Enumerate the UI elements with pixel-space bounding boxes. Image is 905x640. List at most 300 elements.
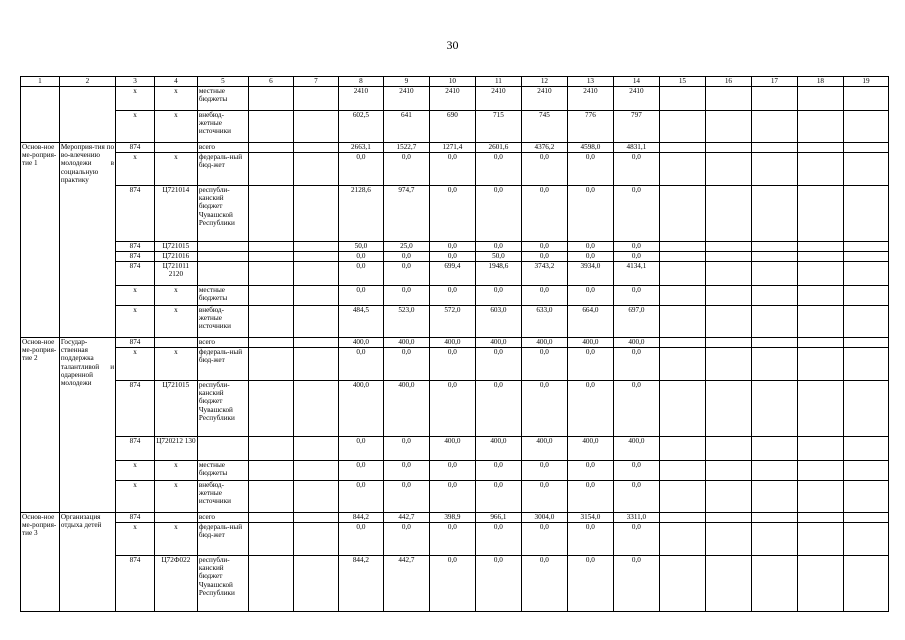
empty-cell bbox=[843, 481, 888, 513]
funding-source-cell: внебюд-жетные источники bbox=[197, 306, 248, 338]
value-cell: 0,0 bbox=[475, 461, 521, 481]
value-cell: 3154,0 bbox=[567, 513, 613, 523]
empty-cell bbox=[248, 186, 293, 242]
value-cell: 844,2 bbox=[338, 513, 383, 523]
header-cell: 2 bbox=[59, 77, 115, 87]
value-cell: 603,0 bbox=[475, 306, 521, 338]
empty-cell bbox=[248, 523, 293, 556]
empty-cell bbox=[843, 111, 888, 143]
value-cell: 0,0 bbox=[521, 242, 567, 252]
value-cell: 0,0 bbox=[521, 153, 567, 186]
empty-cell bbox=[248, 437, 293, 461]
grbs-code-cell: 874 bbox=[116, 381, 155, 437]
value-cell: 0,0 bbox=[429, 461, 475, 481]
grbs-code-cell: 874 bbox=[116, 186, 155, 242]
value-cell: 0,0 bbox=[475, 348, 521, 381]
funding-source-cell: всего bbox=[197, 143, 248, 153]
value-cell: 745 bbox=[521, 111, 567, 143]
empty-cell bbox=[751, 481, 797, 513]
value-cell: 0,0 bbox=[567, 153, 613, 186]
empty-cell bbox=[659, 286, 705, 306]
empty-cell bbox=[659, 153, 705, 186]
value-cell: 699,4 bbox=[429, 262, 475, 286]
grbs-code-cell: x bbox=[116, 306, 155, 338]
empty-cell bbox=[293, 348, 338, 381]
empty-cell bbox=[751, 523, 797, 556]
value-cell: 797 bbox=[613, 111, 659, 143]
empty-cell bbox=[659, 252, 705, 262]
value-cell: 2410 bbox=[475, 87, 521, 111]
value-cell: 1522,7 bbox=[383, 143, 429, 153]
budget-code-cell: x bbox=[154, 111, 197, 143]
value-cell: 974,7 bbox=[383, 186, 429, 242]
budget-code-cell: Ц72Ф022 bbox=[154, 556, 197, 612]
empty-cell bbox=[797, 87, 843, 111]
empty-cell bbox=[843, 153, 888, 186]
table-row bbox=[21, 87, 889, 111]
empty-cell bbox=[705, 437, 751, 461]
empty-cell bbox=[293, 461, 338, 481]
budget-code-cell: Ц721016 bbox=[154, 252, 197, 262]
value-cell: 4134,1 bbox=[613, 262, 659, 286]
value-cell: 400,0 bbox=[475, 338, 521, 348]
empty-cell bbox=[843, 461, 888, 481]
event-name-cell: Основ-ное ме-роприя-тие 3 bbox=[21, 513, 60, 612]
value-cell: 0,0 bbox=[383, 153, 429, 186]
empty-cell bbox=[248, 87, 293, 111]
value-cell: 0,0 bbox=[613, 556, 659, 612]
value-cell: 0,0 bbox=[429, 153, 475, 186]
empty-cell bbox=[751, 348, 797, 381]
empty-cell bbox=[797, 513, 843, 523]
table-row bbox=[21, 348, 889, 381]
empty-cell bbox=[797, 252, 843, 262]
empty-cell bbox=[797, 153, 843, 186]
header-cell: 7 bbox=[293, 77, 338, 87]
value-cell: 4376,2 bbox=[521, 143, 567, 153]
table-row bbox=[21, 338, 889, 348]
value-cell: 50,0 bbox=[338, 242, 383, 252]
grbs-code-cell: 874 bbox=[116, 437, 155, 461]
value-cell: 0,0 bbox=[567, 286, 613, 306]
empty-cell bbox=[248, 348, 293, 381]
value-cell: 2410 bbox=[338, 87, 383, 111]
funding-source-cell: всего bbox=[197, 513, 248, 523]
value-cell: 400,0 bbox=[567, 338, 613, 348]
empty-cell bbox=[751, 242, 797, 252]
value-cell: 0,0 bbox=[521, 556, 567, 612]
budget-code-cell bbox=[154, 338, 197, 348]
empty-cell bbox=[751, 286, 797, 306]
table-row bbox=[21, 481, 889, 513]
header-cell: 8 bbox=[338, 77, 383, 87]
value-cell: 0,0 bbox=[521, 348, 567, 381]
value-cell: 0,0 bbox=[521, 286, 567, 306]
empty-cell bbox=[797, 111, 843, 143]
empty-cell bbox=[293, 87, 338, 111]
budget-table bbox=[20, 76, 889, 612]
empty-cell bbox=[843, 513, 888, 523]
grbs-code-cell: 874 bbox=[116, 143, 155, 153]
empty-cell bbox=[248, 111, 293, 143]
header-cell: 16 bbox=[705, 77, 751, 87]
empty-cell bbox=[751, 556, 797, 612]
budget-code-cell: Ц720212 130 bbox=[154, 437, 197, 461]
value-cell: 966,1 bbox=[475, 513, 521, 523]
empty-cell bbox=[797, 262, 843, 286]
value-cell: 400,0 bbox=[429, 437, 475, 461]
event-description-cell: Организация отдыха детей bbox=[59, 513, 115, 612]
funding-source-cell: внебюд-жетные источники bbox=[197, 481, 248, 513]
empty-cell bbox=[705, 111, 751, 143]
empty-cell bbox=[248, 143, 293, 153]
value-cell: 0,0 bbox=[475, 523, 521, 556]
value-cell: 0,0 bbox=[429, 286, 475, 306]
value-cell: 0,0 bbox=[613, 242, 659, 252]
funding-source-cell: местные бюджеты bbox=[197, 87, 248, 111]
value-cell: 400,0 bbox=[521, 338, 567, 348]
table-row bbox=[21, 286, 889, 306]
empty-cell bbox=[705, 87, 751, 111]
value-cell: 3934,0 bbox=[567, 262, 613, 286]
empty-cell bbox=[248, 153, 293, 186]
empty-cell bbox=[751, 87, 797, 111]
empty-cell bbox=[659, 87, 705, 111]
value-cell: 664,0 bbox=[567, 306, 613, 338]
table-row bbox=[21, 437, 889, 461]
empty-cell bbox=[705, 523, 751, 556]
header-cell: 17 bbox=[751, 77, 797, 87]
budget-code-cell: Ц721014 bbox=[154, 186, 197, 242]
empty-cell bbox=[248, 286, 293, 306]
table-row bbox=[21, 153, 889, 186]
event-description-cell bbox=[59, 87, 115, 143]
budget-code-cell: x bbox=[154, 87, 197, 111]
value-cell: 1271,4 bbox=[429, 143, 475, 153]
header-cell: 4 bbox=[154, 77, 197, 87]
value-cell: 0,0 bbox=[475, 153, 521, 186]
funding-source-cell bbox=[197, 252, 248, 262]
empty-cell bbox=[293, 252, 338, 262]
empty-cell bbox=[293, 186, 338, 242]
empty-cell bbox=[293, 437, 338, 461]
header-cell: 9 bbox=[383, 77, 429, 87]
empty-cell bbox=[843, 348, 888, 381]
value-cell: 4831,1 bbox=[613, 143, 659, 153]
empty-cell bbox=[797, 523, 843, 556]
empty-cell bbox=[843, 286, 888, 306]
empty-cell bbox=[797, 186, 843, 242]
table-row bbox=[21, 513, 889, 523]
value-cell: 1948,6 bbox=[475, 262, 521, 286]
funding-source-cell: внебюд-жетные источники bbox=[197, 111, 248, 143]
value-cell: 0,0 bbox=[383, 481, 429, 513]
value-cell: 0,0 bbox=[338, 481, 383, 513]
value-cell: 3743,2 bbox=[521, 262, 567, 286]
empty-cell bbox=[659, 186, 705, 242]
empty-cell bbox=[659, 338, 705, 348]
value-cell: 0,0 bbox=[613, 523, 659, 556]
grbs-code-cell: 874 bbox=[116, 262, 155, 286]
value-cell: 0,0 bbox=[613, 286, 659, 306]
value-cell: 25,0 bbox=[383, 242, 429, 252]
empty-cell bbox=[659, 306, 705, 338]
header-cell: 14 bbox=[613, 77, 659, 87]
table-row bbox=[21, 242, 889, 252]
empty-cell bbox=[705, 252, 751, 262]
grbs-code-cell: 874 bbox=[116, 338, 155, 348]
value-cell: 0,0 bbox=[338, 461, 383, 481]
funding-source-cell bbox=[197, 437, 248, 461]
empty-cell bbox=[659, 461, 705, 481]
header-cell: 19 bbox=[843, 77, 888, 87]
header-row bbox=[21, 77, 889, 87]
header-cell: 18 bbox=[797, 77, 843, 87]
value-cell: 0,0 bbox=[429, 556, 475, 612]
value-cell: 0,0 bbox=[475, 556, 521, 612]
value-cell: 0,0 bbox=[567, 252, 613, 262]
empty-cell bbox=[843, 186, 888, 242]
funding-source-cell: местные бюджеты bbox=[197, 461, 248, 481]
value-cell: 641 bbox=[383, 111, 429, 143]
value-cell: 572,0 bbox=[429, 306, 475, 338]
empty-cell bbox=[659, 437, 705, 461]
table-row bbox=[21, 262, 889, 286]
empty-cell bbox=[751, 338, 797, 348]
value-cell: 3004,0 bbox=[521, 513, 567, 523]
value-cell: 0,0 bbox=[429, 252, 475, 262]
value-cell: 400,0 bbox=[383, 381, 429, 437]
header-cell: 1 bbox=[21, 77, 60, 87]
empty-cell bbox=[843, 523, 888, 556]
header-cell: 15 bbox=[659, 77, 705, 87]
empty-cell bbox=[293, 143, 338, 153]
budget-code-cell: x bbox=[154, 348, 197, 381]
empty-cell bbox=[659, 381, 705, 437]
grbs-code-cell: x bbox=[116, 348, 155, 381]
value-cell: 0,0 bbox=[521, 381, 567, 437]
value-cell: 0,0 bbox=[475, 242, 521, 252]
empty-cell bbox=[751, 252, 797, 262]
event-description-cell: Государ-ственная поддержка талантливой и одаренной молодежи bbox=[59, 338, 115, 513]
value-cell: 0,0 bbox=[567, 461, 613, 481]
value-cell: 0,0 bbox=[567, 186, 613, 242]
value-cell: 400,0 bbox=[567, 437, 613, 461]
empty-cell bbox=[659, 242, 705, 252]
funding-source-cell: федераль-ный бюд-жет bbox=[197, 523, 248, 556]
value-cell: 844,2 bbox=[338, 556, 383, 612]
empty-cell bbox=[797, 437, 843, 461]
empty-cell bbox=[293, 481, 338, 513]
header-cell: 11 bbox=[475, 77, 521, 87]
value-cell: 0,0 bbox=[429, 348, 475, 381]
empty-cell bbox=[293, 338, 338, 348]
empty-cell bbox=[293, 153, 338, 186]
empty-cell bbox=[751, 461, 797, 481]
grbs-code-cell: 874 bbox=[116, 513, 155, 523]
empty-cell bbox=[659, 513, 705, 523]
funding-source-cell: федераль-ный бюд-жет bbox=[197, 348, 248, 381]
empty-cell bbox=[751, 111, 797, 143]
empty-cell bbox=[248, 262, 293, 286]
empty-cell bbox=[248, 306, 293, 338]
value-cell: 697,0 bbox=[613, 306, 659, 338]
empty-cell bbox=[751, 262, 797, 286]
value-cell: 0,0 bbox=[338, 523, 383, 556]
empty-cell bbox=[751, 143, 797, 153]
value-cell: 0,0 bbox=[613, 252, 659, 262]
budget-code-cell: Ц721015 bbox=[154, 242, 197, 252]
budget-code-cell: Ц721015 bbox=[154, 381, 197, 437]
value-cell: 3311,0 bbox=[613, 513, 659, 523]
table-row bbox=[21, 306, 889, 338]
value-cell: 602,5 bbox=[338, 111, 383, 143]
empty-cell bbox=[248, 481, 293, 513]
funding-source-cell: местные бюджеты bbox=[197, 286, 248, 306]
value-cell: 690 bbox=[429, 111, 475, 143]
budget-code-cell: x bbox=[154, 286, 197, 306]
funding-source-cell: республи-канский бюджет Чувашской Республики bbox=[197, 556, 248, 612]
value-cell: 0,0 bbox=[338, 153, 383, 186]
empty-cell bbox=[751, 437, 797, 461]
empty-cell bbox=[797, 348, 843, 381]
empty-cell bbox=[248, 252, 293, 262]
value-cell: 2410 bbox=[567, 87, 613, 111]
empty-cell bbox=[293, 262, 338, 286]
value-cell: 50,0 bbox=[475, 252, 521, 262]
empty-cell bbox=[293, 381, 338, 437]
header-cell: 12 bbox=[521, 77, 567, 87]
empty-cell bbox=[797, 143, 843, 153]
empty-cell bbox=[705, 461, 751, 481]
empty-cell bbox=[705, 186, 751, 242]
event-name-cell bbox=[21, 87, 60, 143]
value-cell: 400,0 bbox=[613, 338, 659, 348]
value-cell: 0,0 bbox=[338, 252, 383, 262]
empty-cell bbox=[659, 348, 705, 381]
header-cell: 6 bbox=[248, 77, 293, 87]
empty-cell bbox=[843, 556, 888, 612]
empty-cell bbox=[293, 556, 338, 612]
empty-cell bbox=[705, 381, 751, 437]
value-cell: 2410 bbox=[613, 87, 659, 111]
empty-cell bbox=[248, 513, 293, 523]
budget-code-cell bbox=[154, 513, 197, 523]
page-number: 30 bbox=[446, 38, 459, 52]
value-cell: 0,0 bbox=[383, 437, 429, 461]
empty-cell bbox=[843, 252, 888, 262]
empty-cell bbox=[705, 481, 751, 513]
value-cell: 2663,1 bbox=[338, 143, 383, 153]
table-row bbox=[21, 186, 889, 242]
value-cell: 523,0 bbox=[383, 306, 429, 338]
empty-cell bbox=[843, 242, 888, 252]
empty-cell bbox=[705, 242, 751, 252]
grbs-code-cell: x bbox=[116, 481, 155, 513]
table-row bbox=[21, 461, 889, 481]
budget-code-cell: x bbox=[154, 523, 197, 556]
empty-cell bbox=[705, 348, 751, 381]
empty-cell bbox=[248, 461, 293, 481]
value-cell: 0,0 bbox=[613, 153, 659, 186]
empty-cell bbox=[797, 556, 843, 612]
grbs-code-cell: x bbox=[116, 523, 155, 556]
grbs-code-cell: x bbox=[116, 87, 155, 111]
value-cell: 400,0 bbox=[521, 437, 567, 461]
table-row bbox=[21, 143, 889, 153]
value-cell: 0,0 bbox=[429, 481, 475, 513]
empty-cell bbox=[659, 481, 705, 513]
empty-cell bbox=[751, 513, 797, 523]
value-cell: 398,9 bbox=[429, 513, 475, 523]
value-cell: 0,0 bbox=[521, 252, 567, 262]
value-cell: 2601,6 bbox=[475, 143, 521, 153]
value-cell: 633,0 bbox=[521, 306, 567, 338]
empty-cell bbox=[248, 338, 293, 348]
value-cell: 0,0 bbox=[521, 461, 567, 481]
empty-cell bbox=[248, 381, 293, 437]
value-cell: 0,0 bbox=[567, 348, 613, 381]
grbs-code-cell: 874 bbox=[116, 242, 155, 252]
budget-code-cell: Ц721011 2120 bbox=[154, 262, 197, 286]
grbs-code-cell: 874 bbox=[116, 556, 155, 612]
budget-code-cell: x bbox=[154, 306, 197, 338]
empty-cell bbox=[751, 381, 797, 437]
value-cell: 2410 bbox=[383, 87, 429, 111]
empty-cell bbox=[843, 143, 888, 153]
value-cell: 442,7 bbox=[383, 556, 429, 612]
table-row bbox=[21, 523, 889, 556]
empty-cell bbox=[659, 262, 705, 286]
value-cell: 0,0 bbox=[383, 523, 429, 556]
value-cell: 0,0 bbox=[521, 186, 567, 242]
empty-cell bbox=[797, 481, 843, 513]
empty-cell bbox=[751, 306, 797, 338]
value-cell: 0,0 bbox=[429, 523, 475, 556]
value-cell: 0,0 bbox=[475, 286, 521, 306]
value-cell: 400,0 bbox=[475, 437, 521, 461]
empty-cell bbox=[797, 338, 843, 348]
value-cell: 0,0 bbox=[475, 481, 521, 513]
budget-code-cell: x bbox=[154, 481, 197, 513]
value-cell: 0,0 bbox=[383, 286, 429, 306]
value-cell: 0,0 bbox=[383, 252, 429, 262]
value-cell: 0,0 bbox=[429, 381, 475, 437]
empty-cell bbox=[843, 87, 888, 111]
value-cell: 0,0 bbox=[429, 242, 475, 252]
value-cell: 715 bbox=[475, 111, 521, 143]
empty-cell bbox=[293, 242, 338, 252]
empty-cell bbox=[797, 461, 843, 481]
empty-cell bbox=[843, 306, 888, 338]
empty-cell bbox=[659, 143, 705, 153]
empty-cell bbox=[659, 556, 705, 612]
value-cell: 0,0 bbox=[521, 523, 567, 556]
value-cell: 0,0 bbox=[383, 348, 429, 381]
header-cell: 5 bbox=[197, 77, 248, 87]
empty-cell bbox=[797, 286, 843, 306]
funding-source-cell: федераль-ный бюд-жет bbox=[197, 153, 248, 186]
value-cell: 0,0 bbox=[338, 286, 383, 306]
empty-cell bbox=[843, 381, 888, 437]
table-row bbox=[21, 252, 889, 262]
value-cell: 0,0 bbox=[475, 381, 521, 437]
table-row bbox=[21, 556, 889, 612]
table-row bbox=[21, 111, 889, 143]
empty-cell bbox=[705, 153, 751, 186]
budget-code-cell: x bbox=[154, 461, 197, 481]
empty-cell bbox=[705, 338, 751, 348]
